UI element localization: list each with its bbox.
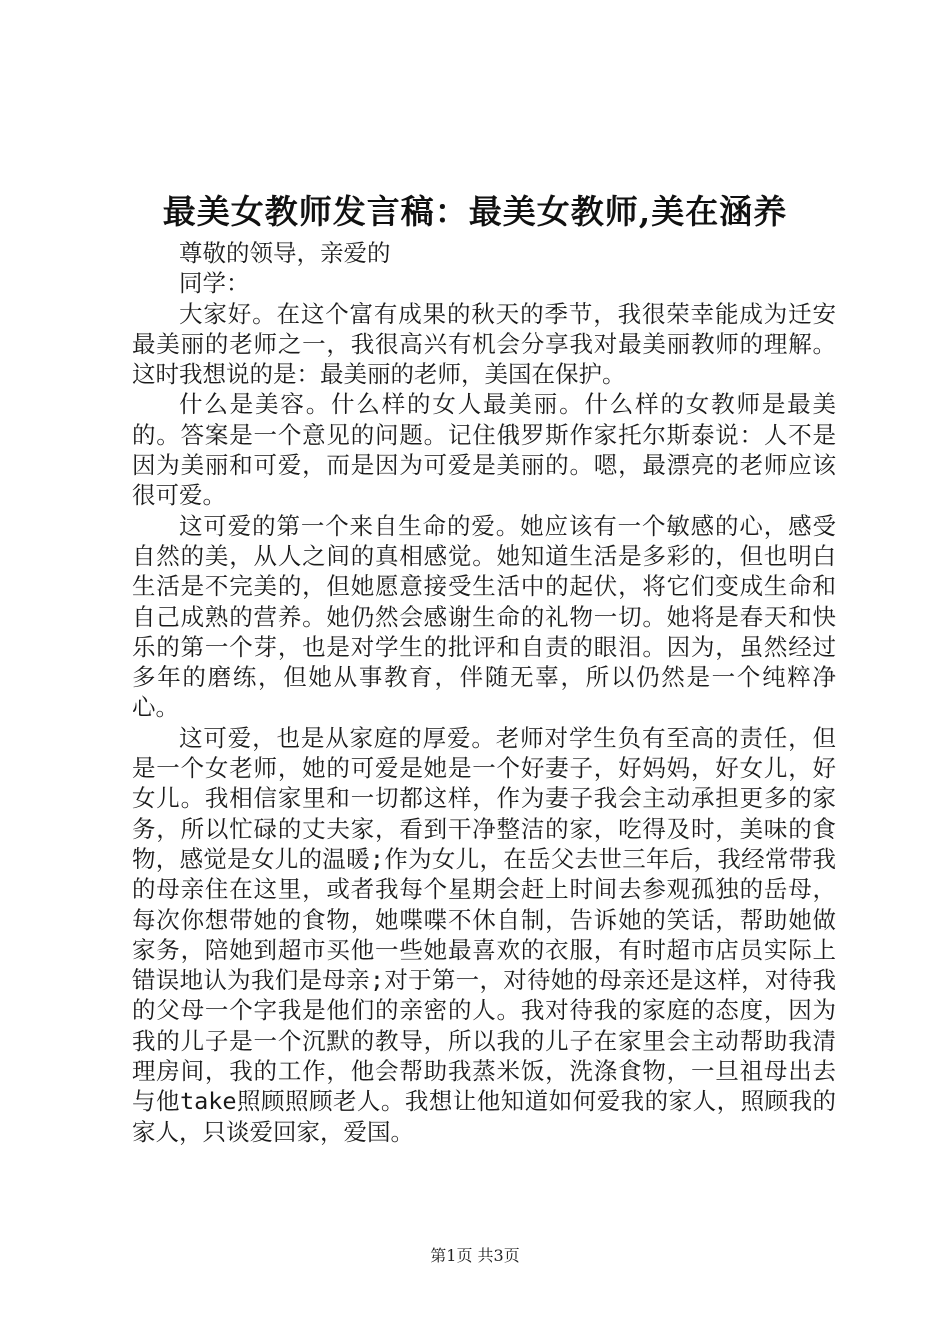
paragraph: 什么是美容。什么样的女人最美丽。什么样的女教师是最美的。答案是一个意见的问题。记住俄罗斯作家托尔斯泰说：人不是因为美丽和可爱，而是因为可爱是美丽的。嗯，最漂亮的老师应该很可爱。 <box>132 390 836 510</box>
salutation-line-1: 尊敬的领导，亲爱的 <box>179 239 391 267</box>
page-number-footer: 第1页 共3页 <box>430 1246 520 1265</box>
document-title: 最美女教师发言稿：最美女教师,美在涵养 <box>162 192 788 231</box>
document-body <box>132 238 836 1147</box>
salutation-line-2: 同学： <box>179 269 250 298</box>
paragraph: 这可爱，也是从家庭的厚爱。老师对学生负有至高的责任，但是一个女老师，她的可爱是她是一个好妻子，好妈妈，好女儿，好女儿。我相信家里和一切都这样，作为妻子我会主动承担更多的家务，所以忙碌的丈夫家，看到干净整洁的家，吃得及时，美味的食物，感觉是女儿的温暖;作为女儿，在岳父去世三年后，我经常带我的母亲住在这里，或者我每个星期会赶上时间去参观孤独的岳母，每次你想带她的食物，她喋喋不休自制，告诉她的笑话，帮助她做家务，陪她到超市买他一些她最喜欢的衣服，有时超市店员实际上错误地认为我们是母亲;对于第一，对待她的母亲还是这样，对待我的父母一个字我是他们的亲密的人。我对待我的家庭的态度，因为我的儿子是一个沉默的教导，所以我的儿子在家里会主动帮助我清理房间，我的工作，他会帮助我蒸米饭，洗涤食物，一旦祖母出去与他take照顾照顾老人。我想让他知道如何爱我的家人，照顾我的家人，只谈爱回家，爱国。 <box>132 723 836 1146</box>
paragraph: 这可爱的第一个来自生命的爱。她应该有一个敏感的心，感受自然的美，从人之间的真相感觉。她知道生活是多彩的，但也明白生活是不完美的，但她愿意接受生活中的起伏，将它们变成生命和自己成熟的营养。她仍然会感谢生命的礼物一切。她将是春天和快乐的第一个芽，也是对学生的批评和自责的眼泪。因为，虽然经过多年的磨练，但她从事教育，伴随无辜，所以仍然是一个纯粹净心。 <box>132 511 836 722</box>
paragraph: 大家好。在这个富有成果的秋天的季节，我很荣幸能成为迁安最美丽的老师之一，我很高兴有机会分享我对最美丽教师的理解。这时我想说的是：最美丽的老师，美国在保护。 <box>132 299 836 389</box>
